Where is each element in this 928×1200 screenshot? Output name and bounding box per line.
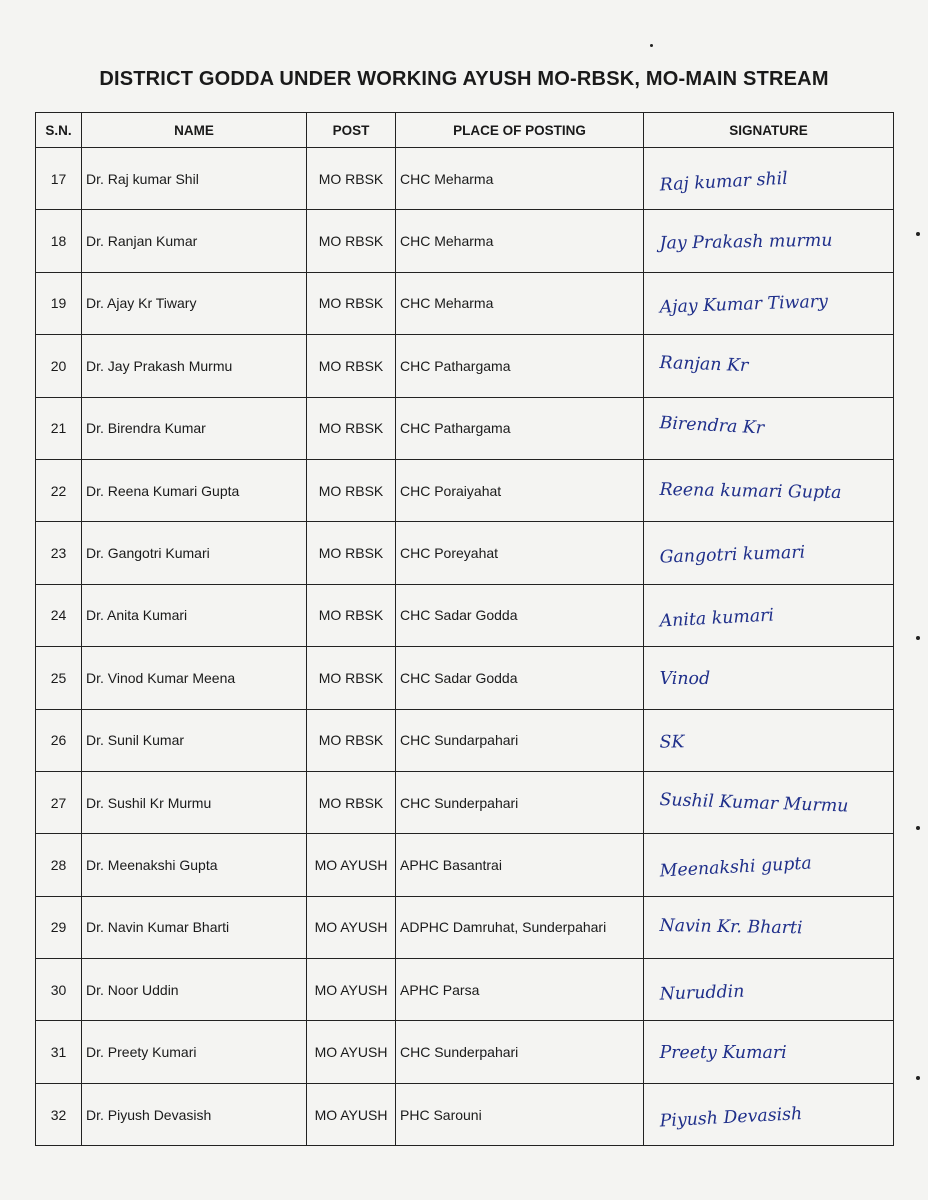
row-signature	[644, 647, 894, 709]
row-place: CHC Sundarpahari	[396, 709, 644, 771]
row-place: CHC Sunderpahari	[396, 1021, 644, 1083]
row-post: MO AYUSH	[307, 834, 396, 896]
table-row	[36, 834, 894, 896]
row-name: Dr. Sushil Kr Murmu	[82, 771, 307, 833]
table-row	[36, 459, 894, 521]
table-row	[36, 896, 894, 958]
row-place: CHC Sadar Godda	[396, 584, 644, 646]
row-post: MO RBSK	[307, 709, 396, 771]
row-signature	[644, 459, 894, 521]
row-sn: 17	[36, 148, 82, 210]
row-place: CHC Poreyahat	[396, 522, 644, 584]
row-signature	[644, 1083, 894, 1145]
handwritten-signature	[648, 710, 889, 770]
row-name: Dr. Preety Kumari	[82, 1021, 307, 1083]
signature-text: Navin Kr. Bharti	[659, 916, 803, 939]
handwritten-signature	[648, 1022, 889, 1082]
row-name: Dr. Anita Kumari	[82, 584, 307, 646]
signature-text: SK	[659, 732, 685, 753]
row-name: Dr. Gangotri Kumari	[82, 522, 307, 584]
header-name: NAME	[82, 113, 307, 148]
row-post: MO RBSK	[307, 584, 396, 646]
handwritten-signature	[648, 273, 889, 333]
table-row	[36, 522, 894, 584]
staff-table	[35, 112, 894, 1146]
row-name: Dr. Ranjan Kumar	[82, 210, 307, 272]
row-post: MO AYUSH	[307, 1083, 396, 1145]
row-place: CHC Pathargama	[396, 397, 644, 459]
row-post: MO RBSK	[307, 459, 396, 521]
row-signature	[644, 771, 894, 833]
header-signature: SIGNATURE	[644, 113, 894, 148]
signature-text: Ranjan Kr	[659, 352, 749, 376]
table-row	[36, 771, 894, 833]
row-sn: 18	[36, 210, 82, 272]
handwritten-signature	[648, 960, 889, 1020]
table-row	[36, 959, 894, 1021]
table-row	[36, 584, 894, 646]
signature-text: Preety Kumari	[659, 1042, 787, 1063]
row-place: CHC Meharma	[396, 148, 644, 210]
margin-dot	[916, 826, 920, 830]
row-post: MO RBSK	[307, 522, 396, 584]
table-row	[36, 1083, 894, 1145]
row-place: ADPHC Damruhat, Sunderpahari	[396, 896, 644, 958]
handwritten-signature	[648, 585, 889, 645]
row-name: Dr. Raj kumar Shil	[82, 148, 307, 210]
row-sn: 26	[36, 709, 82, 771]
handwritten-signature	[648, 523, 889, 583]
row-place: CHC Poraiyahat	[396, 459, 644, 521]
handwritten-signature	[648, 149, 889, 209]
signature-text: Raj kumar shil	[659, 168, 789, 196]
row-place: CHC Pathargama	[396, 335, 644, 397]
row-sn: 19	[36, 272, 82, 334]
row-sn: 30	[36, 959, 82, 1021]
row-place: CHC Sunderpahari	[396, 771, 644, 833]
row-place: CHC Sadar Godda	[396, 647, 644, 709]
row-name: Dr. Jay Prakash Murmu	[82, 335, 307, 397]
handwritten-signature	[648, 461, 889, 521]
handwritten-signature	[648, 897, 889, 957]
table-row	[36, 709, 894, 771]
header-post: POST	[307, 113, 396, 148]
row-name: Dr. Birendra Kumar	[82, 397, 307, 459]
document-title: DISTRICT GODDA UNDER WORKING AYUSH MO-RBSK, MO-MAIN STREAM	[99, 68, 829, 90]
row-sn: 25	[36, 647, 82, 709]
signature-text: Sushil Kumar Murmu	[659, 789, 849, 817]
handwritten-signature	[648, 211, 889, 271]
margin-dot	[650, 44, 653, 47]
signature-text: Reena kumari Gupta	[659, 479, 842, 503]
signature-text: Jay Prakash murmu	[659, 230, 833, 254]
handwritten-signature	[648, 1085, 889, 1145]
margin-dot	[916, 232, 920, 236]
margin-dot	[916, 636, 920, 640]
row-sn: 21	[36, 397, 82, 459]
margin-dot	[916, 1076, 920, 1080]
handwritten-signature	[648, 398, 889, 458]
signature-text: Meenakshi gupta	[659, 853, 813, 882]
row-signature	[644, 709, 894, 771]
row-post: MO AYUSH	[307, 896, 396, 958]
row-signature	[644, 397, 894, 459]
header-sn: S.N.	[36, 113, 82, 148]
row-place: CHC Meharma	[396, 272, 644, 334]
row-sn: 31	[36, 1021, 82, 1083]
row-place: APHC Parsa	[396, 959, 644, 1021]
row-name: Dr. Noor Uddin	[82, 959, 307, 1021]
row-sn: 28	[36, 834, 82, 896]
row-signature	[644, 272, 894, 334]
row-signature	[644, 834, 894, 896]
row-sn: 27	[36, 771, 82, 833]
row-sn: 32	[36, 1083, 82, 1145]
row-signature	[644, 959, 894, 1021]
row-name: Dr. Vinod Kumar Meena	[82, 647, 307, 709]
row-name: Dr. Sunil Kumar	[82, 709, 307, 771]
table-row	[36, 272, 894, 334]
row-name: Dr. Reena Kumari Gupta	[82, 459, 307, 521]
signature-text: Vinod	[659, 668, 711, 689]
table-header-row	[36, 113, 894, 148]
row-signature	[644, 896, 894, 958]
row-post: MO RBSK	[307, 335, 396, 397]
table-row	[36, 210, 894, 272]
signature-text: Piyush Devasish	[659, 1103, 803, 1132]
signature-text: Nuruddin	[659, 981, 745, 1005]
header-place: PLACE OF POSTING	[396, 113, 644, 148]
row-signature	[644, 522, 894, 584]
row-post: MO RBSK	[307, 771, 396, 833]
signature-text: Gangotri kumari	[659, 542, 806, 568]
row-signature	[644, 210, 894, 272]
row-signature	[644, 584, 894, 646]
row-sn: 24	[36, 584, 82, 646]
row-place: APHC Basantrai	[396, 834, 644, 896]
table-row	[36, 335, 894, 397]
table-row	[36, 647, 894, 709]
signature-text: Ajay Kumar Tiwary	[659, 292, 829, 319]
row-post: MO RBSK	[307, 272, 396, 334]
row-post: MO AYUSH	[307, 1021, 396, 1083]
row-place: PHC Sarouni	[396, 1083, 644, 1145]
signature-text: Anita kumari	[659, 605, 775, 632]
table-row	[36, 148, 894, 210]
row-sn: 22	[36, 459, 82, 521]
handwritten-signature	[648, 336, 889, 396]
handwritten-signature	[648, 773, 889, 833]
row-post: MO AYUSH	[307, 959, 396, 1021]
row-sn: 20	[36, 335, 82, 397]
row-sn: 23	[36, 522, 82, 584]
table-row	[36, 1021, 894, 1083]
row-name: Dr. Navin Kumar Bharti	[82, 896, 307, 958]
handwritten-signature	[648, 648, 889, 708]
signature-text: Birendra Kr	[659, 413, 765, 439]
row-name: Dr. Meenakshi Gupta	[82, 834, 307, 896]
row-post: MO RBSK	[307, 148, 396, 210]
row-post: MO RBSK	[307, 210, 396, 272]
row-place: CHC Meharma	[396, 210, 644, 272]
row-sn: 29	[36, 896, 82, 958]
row-name: Dr. Ajay Kr Tiwary	[82, 272, 307, 334]
row-post: MO RBSK	[307, 397, 396, 459]
handwritten-signature	[648, 835, 889, 895]
row-signature	[644, 1021, 894, 1083]
row-signature	[644, 148, 894, 210]
row-post: MO RBSK	[307, 647, 396, 709]
row-name: Dr. Piyush Devasish	[82, 1083, 307, 1145]
table-row	[36, 397, 894, 459]
row-signature	[644, 335, 894, 397]
